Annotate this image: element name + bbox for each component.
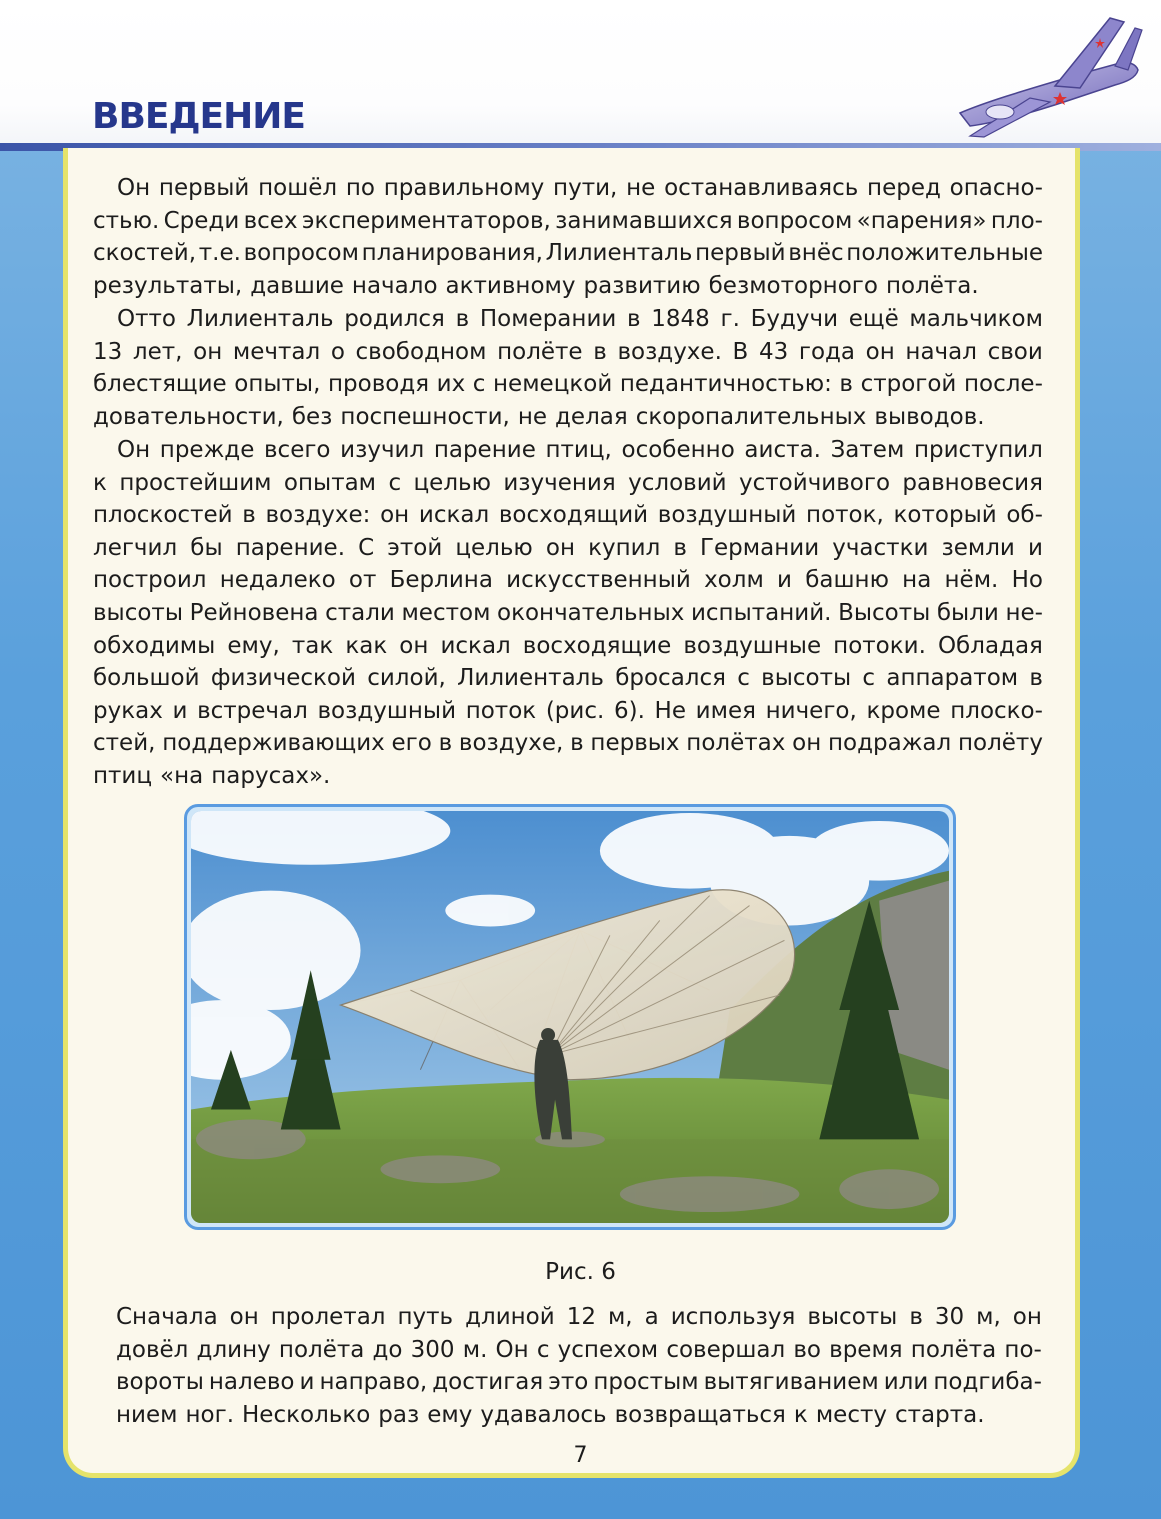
text-line bbox=[93, 401, 1043, 434]
word: совершал bbox=[666, 1336, 786, 1363]
word: холм bbox=[704, 567, 764, 594]
word: путь bbox=[397, 1304, 454, 1330]
word: об- bbox=[1006, 502, 1043, 529]
paragraph-2 bbox=[93, 303, 1043, 433]
word: ничего, bbox=[765, 697, 857, 724]
word: полёте bbox=[497, 338, 583, 365]
word: успехом bbox=[557, 1336, 659, 1363]
word: поспешности, bbox=[340, 403, 510, 430]
word: он bbox=[865, 338, 895, 365]
word: старта. bbox=[894, 1401, 985, 1428]
word: Он bbox=[117, 175, 151, 201]
word: Он bbox=[495, 1336, 529, 1363]
word: м, bbox=[607, 1304, 633, 1330]
word: педантичностью: bbox=[619, 371, 832, 398]
word: легчил bbox=[93, 534, 178, 561]
word: плоскостей bbox=[93, 502, 233, 529]
text-line bbox=[93, 597, 1043, 630]
word: нём. bbox=[944, 567, 999, 594]
word: г. bbox=[720, 306, 740, 332]
word: плоско- bbox=[950, 697, 1043, 724]
word: участки bbox=[832, 534, 929, 561]
paragraph-1 bbox=[93, 172, 1043, 302]
text-line bbox=[93, 336, 1043, 369]
word: скоропалительных bbox=[635, 403, 867, 430]
word: 43 bbox=[758, 338, 789, 365]
word: месту bbox=[815, 1401, 887, 1428]
word: 6). bbox=[613, 697, 645, 724]
word: воздушный bbox=[317, 697, 457, 724]
word: это bbox=[548, 1369, 589, 1396]
text-line bbox=[93, 434, 1043, 467]
word: в bbox=[242, 502, 256, 529]
word: Несколько bbox=[242, 1401, 371, 1428]
word: к bbox=[793, 1401, 808, 1428]
word: свои bbox=[987, 338, 1043, 365]
word: он bbox=[545, 534, 575, 561]
word: м. bbox=[462, 1336, 488, 1363]
word: высоты bbox=[93, 599, 183, 626]
word: в bbox=[839, 371, 853, 398]
word: и bbox=[299, 1369, 315, 1396]
word: он bbox=[229, 1304, 259, 1330]
word: первый bbox=[158, 175, 250, 201]
word: равновесия bbox=[902, 469, 1043, 496]
word: налево bbox=[208, 1369, 295, 1396]
word: этой bbox=[387, 534, 443, 561]
word: руках bbox=[93, 697, 163, 724]
word: имея bbox=[695, 697, 756, 724]
word: парение. bbox=[235, 534, 346, 561]
text-line bbox=[93, 467, 1043, 500]
word: первый bbox=[695, 240, 786, 267]
word: нием bbox=[116, 1401, 178, 1428]
word: и bbox=[172, 697, 188, 724]
text-line bbox=[93, 270, 1043, 303]
figure-lilienthal-glider bbox=[184, 804, 956, 1230]
word: занимавшихся bbox=[555, 207, 733, 234]
word: воздушные bbox=[683, 632, 822, 659]
word: довательности, bbox=[93, 403, 284, 430]
text-line bbox=[93, 499, 1043, 532]
text-line bbox=[93, 564, 1043, 597]
word: бы bbox=[190, 534, 223, 561]
word: по bbox=[345, 175, 375, 201]
word: время bbox=[829, 1336, 903, 1363]
word: обходимы bbox=[93, 632, 216, 659]
word: ему bbox=[427, 1401, 473, 1428]
word: высоты bbox=[761, 665, 852, 692]
word: условий bbox=[628, 469, 727, 496]
word: (рис. bbox=[545, 697, 605, 724]
word: 1848 bbox=[651, 306, 710, 332]
word: 12 bbox=[566, 1304, 596, 1330]
word: останавливаясь bbox=[664, 175, 859, 201]
word: испытаний. bbox=[690, 599, 832, 626]
word: поток bbox=[465, 697, 537, 724]
word: полёта. bbox=[885, 272, 979, 299]
word: в bbox=[909, 1304, 923, 1330]
word: полёта bbox=[278, 1336, 365, 1363]
word: кроме bbox=[866, 697, 941, 724]
word: мечтал bbox=[232, 338, 321, 365]
word: м, bbox=[976, 1304, 1001, 1330]
word: результаты, bbox=[93, 272, 243, 299]
word: он bbox=[399, 632, 429, 659]
word: блестящие bbox=[93, 371, 227, 398]
word: птиц bbox=[93, 762, 153, 789]
word: В bbox=[732, 338, 749, 365]
word: Рейновена bbox=[189, 599, 319, 626]
word: восходящие bbox=[522, 632, 672, 659]
word: искусственный bbox=[506, 567, 691, 594]
text-line bbox=[93, 630, 1043, 663]
word: в bbox=[1029, 665, 1043, 692]
word: полёта bbox=[910, 1336, 997, 1363]
word: возвращаться bbox=[614, 1401, 786, 1428]
paragraph-4 bbox=[116, 1301, 1042, 1431]
word: Лилиенталь bbox=[457, 665, 604, 692]
word: с bbox=[862, 665, 876, 692]
word: восходящий bbox=[498, 502, 649, 529]
word: так bbox=[291, 632, 334, 659]
word: встречал bbox=[197, 697, 308, 724]
word: с bbox=[388, 469, 402, 496]
word: направо, bbox=[319, 1369, 428, 1396]
word: по- bbox=[1004, 1336, 1042, 1363]
word: Не bbox=[654, 697, 686, 724]
word: вороты bbox=[116, 1369, 204, 1396]
word: на bbox=[902, 567, 932, 594]
word: в bbox=[673, 534, 687, 561]
word: в bbox=[627, 306, 641, 332]
glider-photo bbox=[191, 811, 949, 1223]
word: Высоты bbox=[838, 599, 931, 626]
word: пролетал bbox=[270, 1304, 386, 1330]
text-line bbox=[93, 237, 1043, 270]
page-number: 7 bbox=[573, 1443, 588, 1468]
word: поток, bbox=[806, 502, 884, 529]
word: окончательных bbox=[497, 599, 685, 626]
text-line bbox=[116, 1334, 1042, 1367]
text-line bbox=[93, 760, 1043, 793]
word: купил bbox=[588, 534, 661, 561]
word: о bbox=[330, 338, 345, 365]
word: Лилиенталь bbox=[186, 306, 334, 332]
word: искал bbox=[440, 632, 511, 659]
word: активному bbox=[445, 272, 576, 299]
text-line bbox=[93, 172, 1043, 205]
text-line bbox=[93, 695, 1043, 728]
word: земли bbox=[941, 534, 1015, 561]
text-line bbox=[116, 1399, 1042, 1432]
word: подгиба- bbox=[933, 1369, 1042, 1396]
word: Германии bbox=[700, 534, 820, 561]
word: опытам bbox=[283, 469, 377, 496]
word: Обладая bbox=[937, 632, 1043, 659]
word: изучил bbox=[340, 437, 425, 463]
word: «на bbox=[160, 762, 204, 789]
word: аиста. bbox=[744, 437, 821, 463]
word: лет, bbox=[132, 338, 183, 365]
word: «парения» bbox=[856, 207, 987, 234]
text-line bbox=[93, 662, 1043, 695]
word: простым bbox=[593, 1369, 699, 1396]
word: 30 bbox=[934, 1304, 965, 1330]
word: мальчиком bbox=[909, 306, 1043, 332]
word: строгой bbox=[860, 371, 957, 398]
word: свободном bbox=[355, 338, 487, 365]
glider-plane-illustration bbox=[950, 8, 1150, 138]
text-line bbox=[93, 303, 1043, 336]
word: он bbox=[792, 730, 822, 757]
word: вопросом bbox=[736, 207, 853, 234]
word: местом bbox=[401, 599, 491, 626]
word: поддерживающих bbox=[162, 730, 385, 757]
word: перед bbox=[867, 175, 941, 201]
word: бросался bbox=[615, 665, 726, 692]
word: года bbox=[798, 338, 856, 365]
word: всех bbox=[243, 207, 298, 234]
word: воздушный bbox=[657, 502, 797, 529]
word: аппаратом bbox=[886, 665, 1019, 692]
word: раз bbox=[378, 1401, 420, 1428]
word: простейшим bbox=[119, 469, 272, 496]
word: положительные bbox=[846, 240, 1043, 267]
word: всего bbox=[264, 437, 331, 463]
word: целью bbox=[455, 534, 533, 561]
text-line bbox=[116, 1301, 1042, 1334]
word: стью. bbox=[93, 207, 160, 234]
word: экспериментаторов, bbox=[301, 207, 551, 234]
word: физической bbox=[210, 665, 356, 692]
text-line bbox=[116, 1366, 1042, 1399]
page-title: ВВЕДЕНИЕ bbox=[92, 96, 305, 137]
word: целью bbox=[413, 469, 491, 496]
paragraph-3 bbox=[93, 434, 1043, 793]
word: довёл bbox=[116, 1336, 189, 1363]
word: приступил bbox=[913, 437, 1043, 463]
word: Берлина bbox=[389, 567, 493, 594]
word: Он bbox=[117, 437, 151, 463]
word: Лилиенталь bbox=[545, 240, 693, 267]
word: птиц, bbox=[545, 437, 612, 463]
word: большой bbox=[93, 665, 200, 692]
text-line bbox=[93, 368, 1043, 401]
word: С bbox=[358, 534, 375, 561]
word: опыты, bbox=[234, 371, 321, 398]
word: прежде bbox=[159, 437, 255, 463]
word: ему, bbox=[227, 632, 280, 659]
word: т.е. bbox=[198, 240, 241, 267]
word: не bbox=[517, 403, 548, 430]
word: воздухе. bbox=[617, 338, 722, 365]
text-line bbox=[93, 727, 1043, 760]
word: он bbox=[380, 502, 410, 529]
word: полёту bbox=[957, 730, 1043, 757]
word: начал bbox=[905, 338, 977, 365]
word: особенно bbox=[621, 437, 735, 463]
word: башню bbox=[805, 567, 889, 594]
word: были bbox=[936, 599, 999, 626]
word: 13 bbox=[93, 338, 123, 365]
word: в bbox=[438, 730, 453, 757]
word: подражал bbox=[827, 730, 952, 757]
word: воздухе, bbox=[458, 730, 564, 757]
word: Среди bbox=[163, 207, 240, 234]
word: как bbox=[345, 632, 388, 659]
text-line bbox=[93, 532, 1043, 565]
word: Будучи bbox=[750, 306, 839, 332]
word: высоты bbox=[807, 1304, 898, 1330]
word: от bbox=[348, 567, 377, 594]
word: и bbox=[777, 567, 792, 594]
word: построил bbox=[93, 567, 207, 594]
word: воздухе: bbox=[265, 502, 371, 529]
word: безмоторного bbox=[708, 272, 878, 299]
word: опасно- bbox=[949, 175, 1043, 201]
word: вытягиванием bbox=[703, 1369, 879, 1396]
word: развитию bbox=[583, 272, 701, 299]
word: внёс bbox=[788, 240, 844, 267]
word: он bbox=[193, 338, 223, 365]
word: начало bbox=[351, 272, 438, 299]
word: ног. bbox=[185, 1401, 235, 1428]
word: или bbox=[883, 1369, 929, 1396]
word: парение bbox=[433, 437, 536, 463]
word: с bbox=[472, 371, 486, 398]
word: ещё bbox=[848, 306, 899, 332]
word: делая bbox=[555, 403, 628, 430]
word: до bbox=[372, 1336, 403, 1363]
word: пути, bbox=[553, 175, 618, 201]
word: достигая bbox=[432, 1369, 544, 1396]
word: 300 bbox=[410, 1336, 455, 1363]
word: не bbox=[626, 175, 656, 201]
word: в bbox=[570, 730, 584, 757]
word: используя bbox=[670, 1304, 796, 1330]
word: стали bbox=[325, 599, 395, 626]
word: Но bbox=[1011, 567, 1043, 594]
word: в bbox=[455, 306, 470, 332]
word: Отто bbox=[117, 306, 176, 332]
word: пло- bbox=[990, 207, 1043, 234]
word: который bbox=[893, 502, 997, 529]
figure-caption: Рис. 6 bbox=[545, 1259, 616, 1285]
word: удавалось bbox=[480, 1401, 607, 1428]
text-line bbox=[93, 205, 1043, 238]
word: в bbox=[593, 338, 607, 365]
word: родился bbox=[344, 306, 445, 332]
word: стей, bbox=[93, 730, 156, 757]
word: силой, bbox=[367, 665, 446, 692]
word: первых bbox=[590, 730, 680, 757]
word: с bbox=[737, 665, 750, 692]
word: длиной bbox=[465, 1304, 555, 1330]
word: проводя bbox=[327, 371, 430, 398]
word: он bbox=[1012, 1304, 1042, 1330]
word: Сначала bbox=[116, 1304, 218, 1330]
word: длину bbox=[196, 1336, 271, 1363]
word: немецкой bbox=[493, 371, 613, 398]
word: во bbox=[793, 1336, 821, 1363]
word: планирования, bbox=[361, 240, 543, 267]
word: потоки. bbox=[833, 632, 926, 659]
word: и bbox=[1027, 534, 1043, 561]
word: вопросом bbox=[243, 240, 359, 267]
word: его bbox=[391, 730, 432, 757]
word: устойчивого bbox=[739, 469, 891, 496]
word: после- bbox=[963, 371, 1043, 398]
page-header bbox=[0, 0, 1161, 150]
word: к bbox=[93, 469, 107, 496]
word: искал bbox=[418, 502, 490, 529]
word: парусах». bbox=[211, 762, 331, 789]
word: скостей, bbox=[93, 240, 197, 267]
word: Затем bbox=[830, 437, 905, 463]
word: с bbox=[536, 1336, 550, 1363]
word: пошёл bbox=[258, 175, 338, 201]
word: выводов. bbox=[874, 403, 985, 430]
word: без bbox=[291, 403, 333, 430]
word: а bbox=[644, 1304, 659, 1330]
word: изучения bbox=[503, 469, 616, 496]
word: недалеко bbox=[219, 567, 336, 594]
word: их bbox=[436, 371, 466, 398]
word: правильному bbox=[383, 175, 545, 201]
word: не- bbox=[1005, 599, 1043, 626]
word: давшие bbox=[250, 272, 344, 299]
word: Померании bbox=[479, 306, 617, 332]
word: полётах bbox=[686, 730, 786, 757]
